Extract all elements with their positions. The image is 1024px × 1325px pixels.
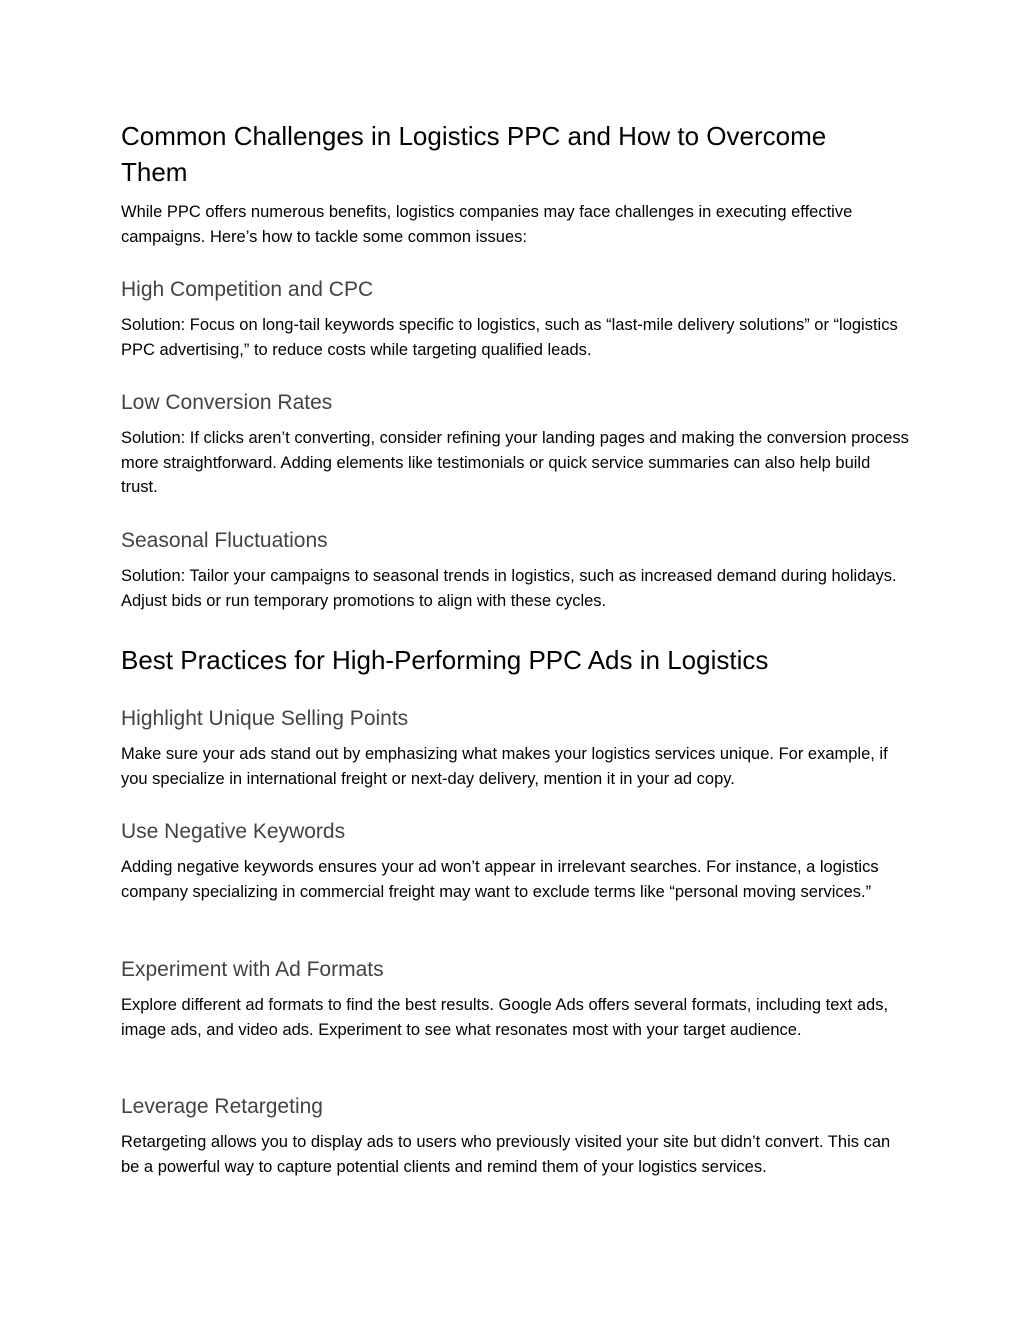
subheading-retargeting: Leverage Retargeting [121, 1095, 323, 1118]
section-intro-challenges: While PPC offers numerous benefits, logistics companies may face challenges in executing effective campaigns. Here’s how to tackle some common issues: [121, 203, 853, 246]
paragraph-high-competition: Solution: Focus on long-tail keywords specific to logistics, such as “last-mile delivery solutions” or “logistics PPC advertising,” to reduce costs while targeting qualified leads. [121, 316, 898, 359]
paragraph-retargeting: Retargeting allows you to display ads to users who previously visited your site but didn’t convert. This can be a powerful way to capture potential clients and remind them of your logistics services. [121, 1133, 891, 1176]
subheading-seasonal: Seasonal Fluctuations [121, 529, 328, 552]
subheading-high-competition: High Competition and CPC [121, 278, 374, 301]
subheading-usp: Highlight Unique Selling Points [121, 707, 409, 730]
paragraph-seasonal: Solution: Tailor your campaigns to seasonal trends in logistics, such as increased demand during holidays. Adjust bids or run temporary promotions to align with these cycles. [121, 567, 897, 610]
subheading-low-conversion: Low Conversion Rates [121, 391, 333, 414]
subheading-ad-formats: Experiment with Ad Formats [121, 958, 384, 981]
paragraph-ad-formats: Explore different ad formats to find the best results. Google Ads offers several formats, including text ads, image ads, and video ads. Experiment to see what resonates most with your target audience. [121, 996, 889, 1039]
paragraph-low-conversion: Solution: If clicks aren’t converting, consider refining your landing pages and making the conversion process more straightforward. Adding elements like testimonials or quick service summaries can also help build trust. [121, 429, 909, 497]
subheading-negative-keywords: Use Negative Keywords [121, 820, 346, 843]
section-title-challenges: Common Challenges in Logistics PPC and How to Overcome Them [121, 121, 827, 187]
paragraph-usp: Make sure your ads stand out by emphasizing what makes your logistics services unique. For example, if you specialize in international freight or next-day delivery, mention it in your ad copy. [121, 745, 888, 788]
paragraph-negative-keywords: Adding negative keywords ensures your ad won’t appear in irrelevant searches. For instance, a logistics company specializing in commercial freight may want to exclude terms like “personal moving services.” [121, 858, 879, 901]
section-title-best-practices: Best Practices for High-Performing PPC Ads in Logistics [121, 645, 769, 675]
